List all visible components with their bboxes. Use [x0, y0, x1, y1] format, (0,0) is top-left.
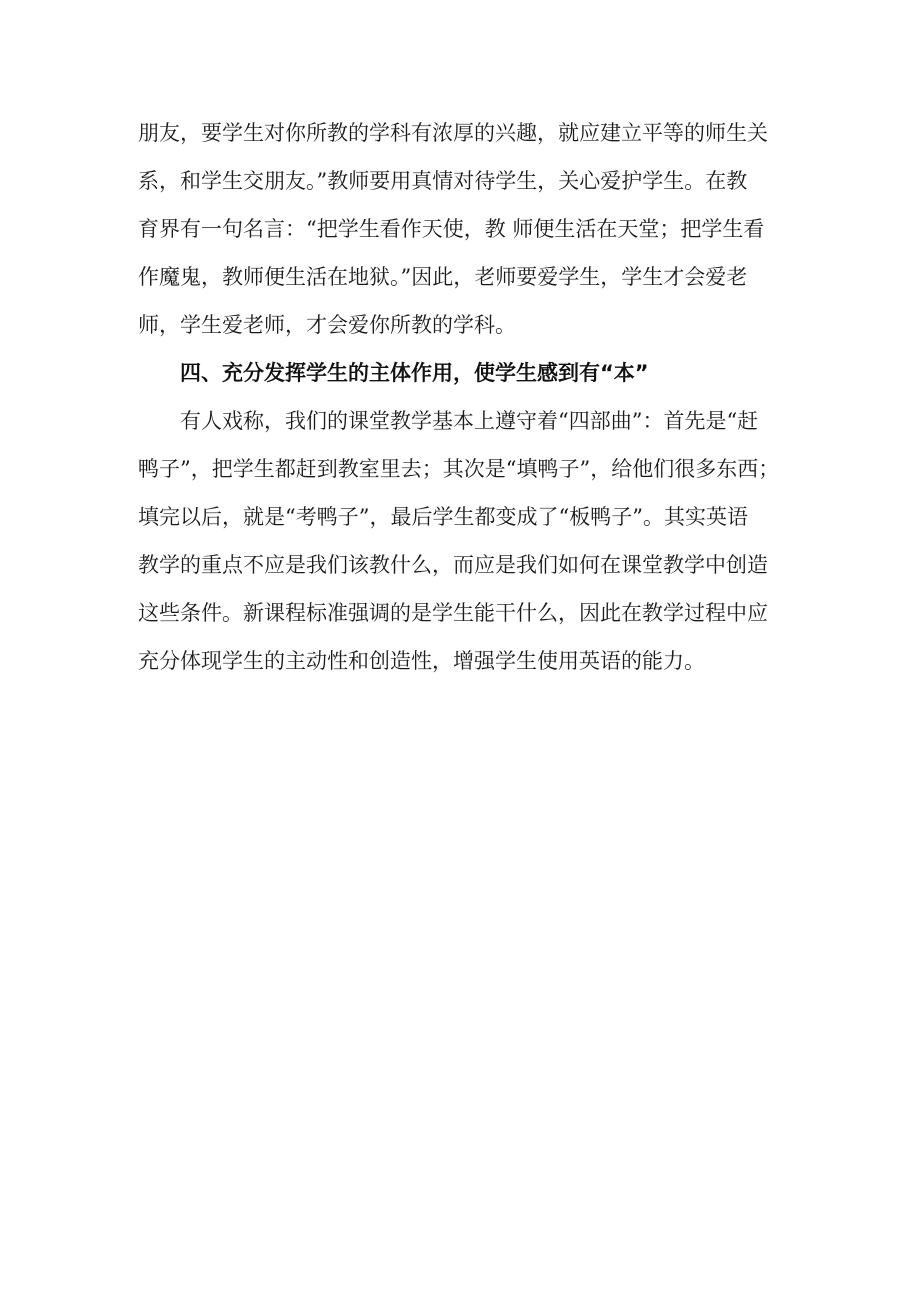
- paragraph-line: 填完以后，就是“考鸭子”，最后学生都变成了“板鸭子”。其实英语: [138, 505, 748, 529]
- paragraph-line: 系，和学生交朋友。”教师要用真情对待学生，关心爱护学生。在教: [138, 169, 748, 193]
- paragraph-line: 充分体现学生的主动性和创造性，增强学生使用英语的能力。: [138, 649, 705, 673]
- paragraph-line: 育界有一句名言：“把学生看作天使，教 师便生活在天堂；把学生看: [138, 217, 765, 241]
- paragraph-line: 作魔鬼，教师便生活在地狱。”因此，老师要爱学生，学生才会爱老: [138, 265, 748, 289]
- paragraph-line: 教学的重点不应是我们该教什么，而应是我们如何在课堂教学中创造: [138, 553, 768, 577]
- section-heading: 四、充分发挥学生的主体作用，使学生感到有“本”: [180, 361, 649, 385]
- paragraph-four-steps: [138, 397, 782, 685]
- paragraph-line: 鸭子”，把学生都赶到教室里去；其次是“填鸭子”，给他们很多东西；: [138, 457, 780, 481]
- paragraph-line: 有人戏称，我们的课堂教学基本上遵守着“四部曲”：首先是“赶: [180, 409, 759, 433]
- paragraph-line: 朋友，要学生对你所教的学科有浓厚的兴趣，就应建立平等的师生关: [138, 121, 768, 145]
- paragraph-line: 这些条件。新课程标准强调的是学生能干什么，因此在教学过程中应: [138, 601, 768, 625]
- paragraph-line: 师，学生爱老师，才会爱你所教的学科。: [138, 313, 516, 337]
- paragraph-teacher-student-relationship: [138, 109, 782, 349]
- document-body: [138, 109, 782, 685]
